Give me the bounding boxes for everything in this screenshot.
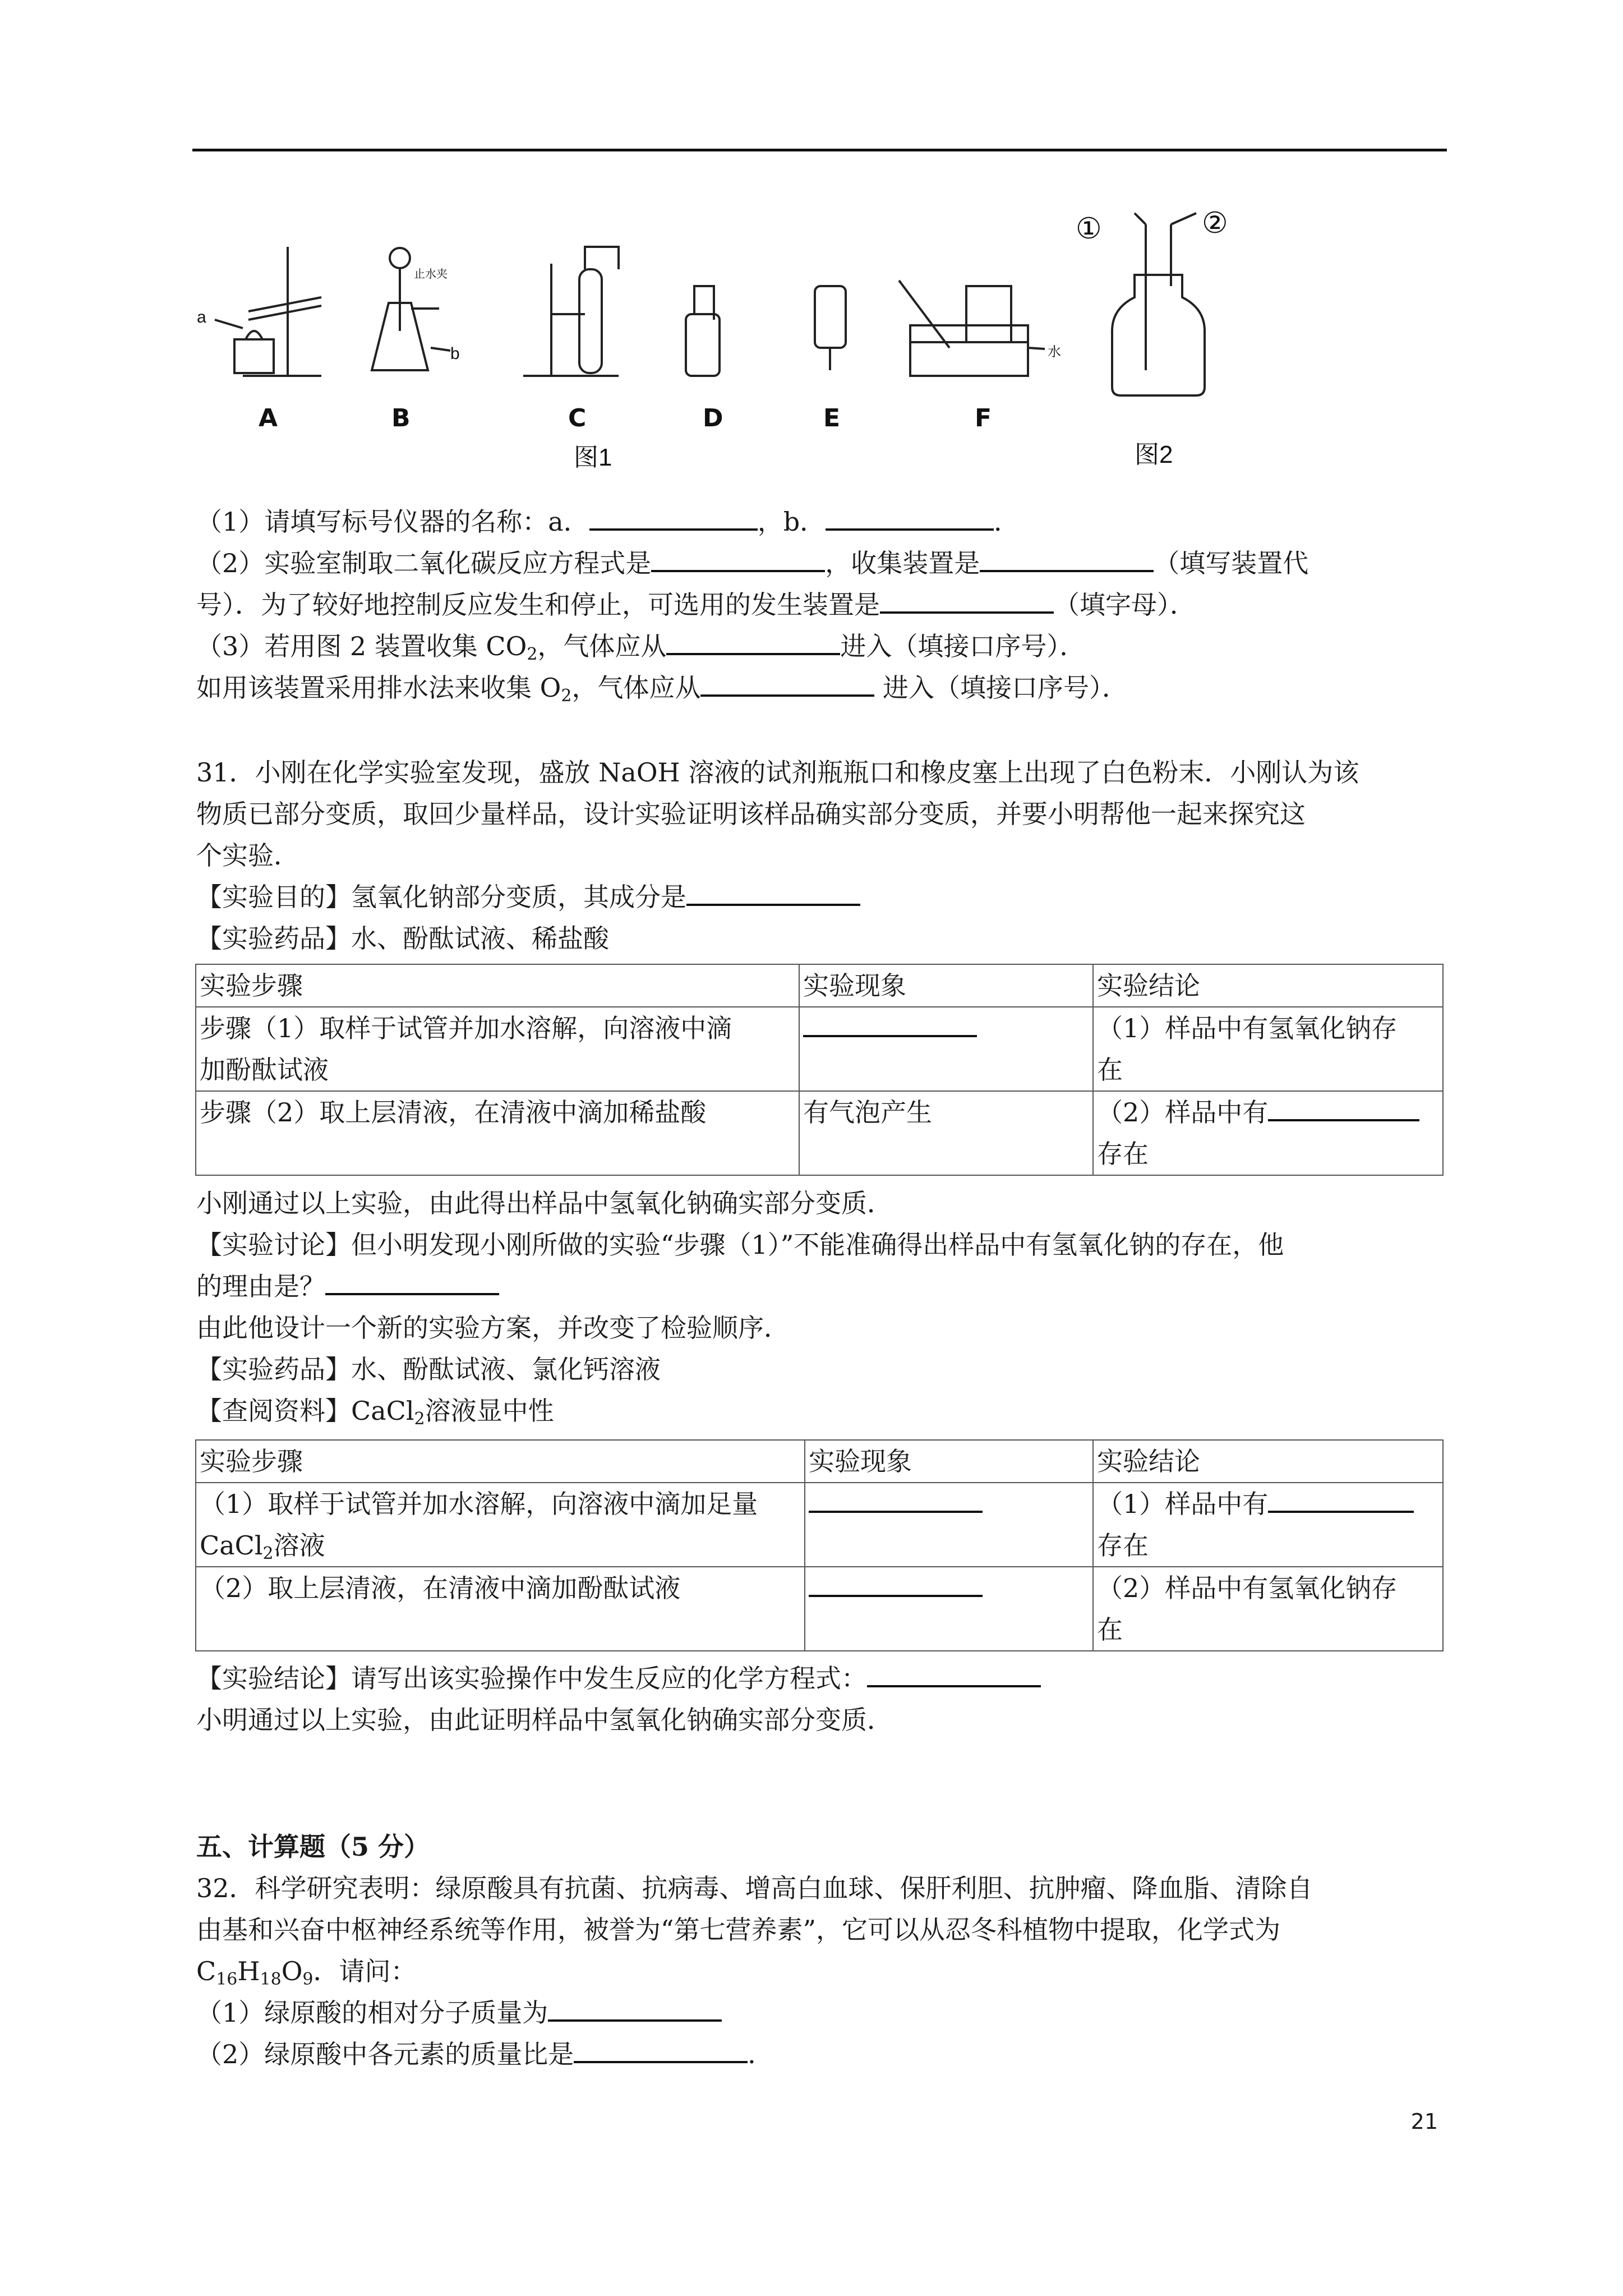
table-row (196, 1483, 1443, 1567)
apparatus-b-drawing (372, 248, 450, 370)
q32-part1: （1）绿原酸的相对分子质量为 (196, 1992, 722, 2033)
water-label: 水 (1048, 344, 1061, 360)
figure2-bottle-drawing (1112, 213, 1205, 395)
table-header: 实验步骤 (196, 964, 799, 1007)
answer-blank[interactable] (1268, 1488, 1414, 1513)
header-rule (192, 149, 1447, 151)
answer-blank[interactable] (589, 506, 758, 531)
q31-purpose: 【实验目的】氢氧化钠部分变质，其成分是 (196, 876, 860, 918)
page-number: 21 (1410, 2109, 1438, 2134)
callout-b: b (450, 344, 460, 363)
q31-final: 小明通过以上实验，由此证明样品中氢氧化钠确实部分变质． (196, 1705, 893, 1735)
table-cell: （1）取样于试管并加水溶解，向溶液中滴加足量 CaCl$_2$溶液 (196, 1483, 805, 1567)
port-2: ② (1202, 207, 1228, 240)
caption-fig1: 图1 (574, 444, 612, 471)
table-row (196, 1007, 1443, 1091)
q32-line2: 由基和兴奋中枢神经系统等作用，被誉为“第七营养素”，它可以从忍冬科植物中提取，化学式为 (196, 1915, 1281, 1945)
table-cell (805, 1567, 1093, 1651)
answer-blank[interactable] (700, 672, 874, 697)
table-row (196, 1567, 1443, 1651)
port-1: ① (1076, 213, 1102, 245)
q31-reagents2: 【实验药品】水、酚酞试液、氯化钙溶液 (196, 1354, 661, 1384)
answer-blank[interactable] (826, 506, 994, 531)
experiment-table-2 (195, 1439, 1444, 1651)
q30-part2: （2）实验室制取二氧化碳反应方程式是 ，收集装置是 （填写装置代 (196, 548, 1309, 578)
answer-blank[interactable] (1268, 1097, 1419, 1121)
q31-line2: 物质已部分变质，取回少量样品，设计实验证明该样品确实部分变质，并要小明帮他一起来探究这 (196, 799, 1306, 829)
answer-blank[interactable] (651, 547, 825, 572)
q31-conclusion: 【实验结论】请写出该实验操作中发生反应的化学方程式： (196, 1658, 1041, 1699)
label-e: E (823, 404, 841, 432)
table-header: 实验现象 (805, 1440, 1093, 1483)
q30-part4: 如用该装置采用排水法来收集 $O_2$，气体应从 进入（填接口序号）． (196, 673, 1128, 706)
table-row (196, 964, 1443, 1007)
q30-part3: （3）若用图 2 装置收集 $CO_2$，气体应从 进入（填接口序号）． (196, 631, 1086, 664)
table-header: 实验步骤 (196, 1440, 805, 1483)
label-c: C (568, 404, 587, 432)
answer-blank[interactable] (574, 2039, 748, 2063)
answer-blank[interactable] (880, 589, 1054, 614)
answer-blank[interactable] (867, 1663, 1041, 1687)
apparatus-a-drawing (215, 247, 321, 376)
q31-discuss2: 的理由是？ (196, 1266, 499, 1307)
table-cell: （2）取上层清液，在清液中滴加酚酞试液 (196, 1567, 805, 1651)
q32-formula: $C_{16}H_{18}O_9$．请问： (196, 1956, 417, 1989)
q31-reference: 【查阅资料】CaCl$_2$溶液显中性 (196, 1396, 554, 1429)
label-f: F (975, 404, 992, 432)
table-cell: （2）样品中有氢氧化钠存 在 (1093, 1567, 1443, 1651)
answer-blank[interactable] (809, 1488, 983, 1513)
table-header: 实验结论 (1093, 1440, 1443, 1483)
label-a: A (259, 404, 278, 432)
apparatus-f-drawing (899, 280, 1045, 376)
q31-after1: 小刚通过以上实验，由此得出样品中氢氧化钠确实部分变质． (196, 1188, 893, 1218)
answer-blank[interactable] (686, 881, 860, 906)
table-cell: 有气泡产生 (799, 1091, 1093, 1175)
q32-line1: 32．科学研究表明：绿原酸具有抗菌、抗病毒、增高白血球、保肝利胆、抗肿瘤、降血脂、清除自 (196, 1873, 1313, 1903)
answer-blank[interactable] (809, 1572, 983, 1597)
q31-newplan: 由此他设计一个新的实验方案，并改变了检验顺序． (196, 1313, 790, 1343)
experiment-table-1 (195, 964, 1444, 1176)
answer-blank[interactable] (325, 1271, 499, 1295)
answer-blank[interactable] (666, 631, 840, 655)
q30-part1: （1）请填写标号仪器的名称：a． ，b． ． (196, 507, 1020, 537)
apparatus-figure (192, 202, 1447, 482)
q31-discuss1: 【实验讨论】但小明发现小刚所做的实验“步骤（1）”不能准确得出样品中有氢氧化钠的存在，他 (196, 1230, 1284, 1260)
table-header: 实验结论 (1093, 964, 1443, 1007)
table-cell: （2）样品中有 存在 (1093, 1091, 1443, 1175)
label-b: B (391, 404, 411, 432)
label-d: D (703, 404, 723, 432)
answer-blank[interactable] (548, 1997, 722, 2022)
table-cell (799, 1007, 1093, 1091)
table-row (196, 1091, 1443, 1175)
table-cell: （1）样品中有氢氧化钠存 在 (1093, 1007, 1443, 1091)
apparatus-e-drawing (815, 286, 846, 370)
q31-line1: 31．小刚在化学实验室发现，盛放 NaOH 溶液的试剂瓶瓶口和橡皮塞上出现了白色粉末．小刚认为该 (196, 757, 1359, 788)
table-cell: 步骤（2）取上层清液，在清液中滴加稀盐酸 (196, 1091, 799, 1175)
table-cell: 步骤（1）取样于试管并加水溶解，向溶液中滴 加酚酞试液 (196, 1007, 799, 1091)
stopcock-label: 止水夹 (414, 268, 448, 280)
answer-blank[interactable] (803, 1013, 977, 1037)
table-row (196, 1440, 1443, 1483)
q30-part2-cont: 号）．为了较好地控制反应发生和停止，可选用的发生装置是 （填字母）． (196, 590, 1196, 620)
q31-reagents1: 【实验药品】水、酚酞试液、稀盐酸 (196, 923, 609, 954)
table-header: 实验现象 (799, 964, 1093, 1007)
section5-title: 五、计算题（5 分） (196, 1832, 430, 1862)
q32-part2: （2）绿原酸中各元素的质量比是 ． (196, 2039, 774, 2069)
apparatus-c-drawing (523, 247, 619, 376)
table-cell: （1）样品中有 存在 (1093, 1483, 1443, 1567)
apparatus-d-drawing (686, 286, 720, 376)
q31-line3: 个实验． (196, 840, 299, 871)
callout-a: a (197, 308, 206, 326)
answer-blank[interactable] (980, 547, 1154, 572)
table-cell (805, 1483, 1093, 1567)
caption-fig2: 图2 (1135, 441, 1173, 468)
